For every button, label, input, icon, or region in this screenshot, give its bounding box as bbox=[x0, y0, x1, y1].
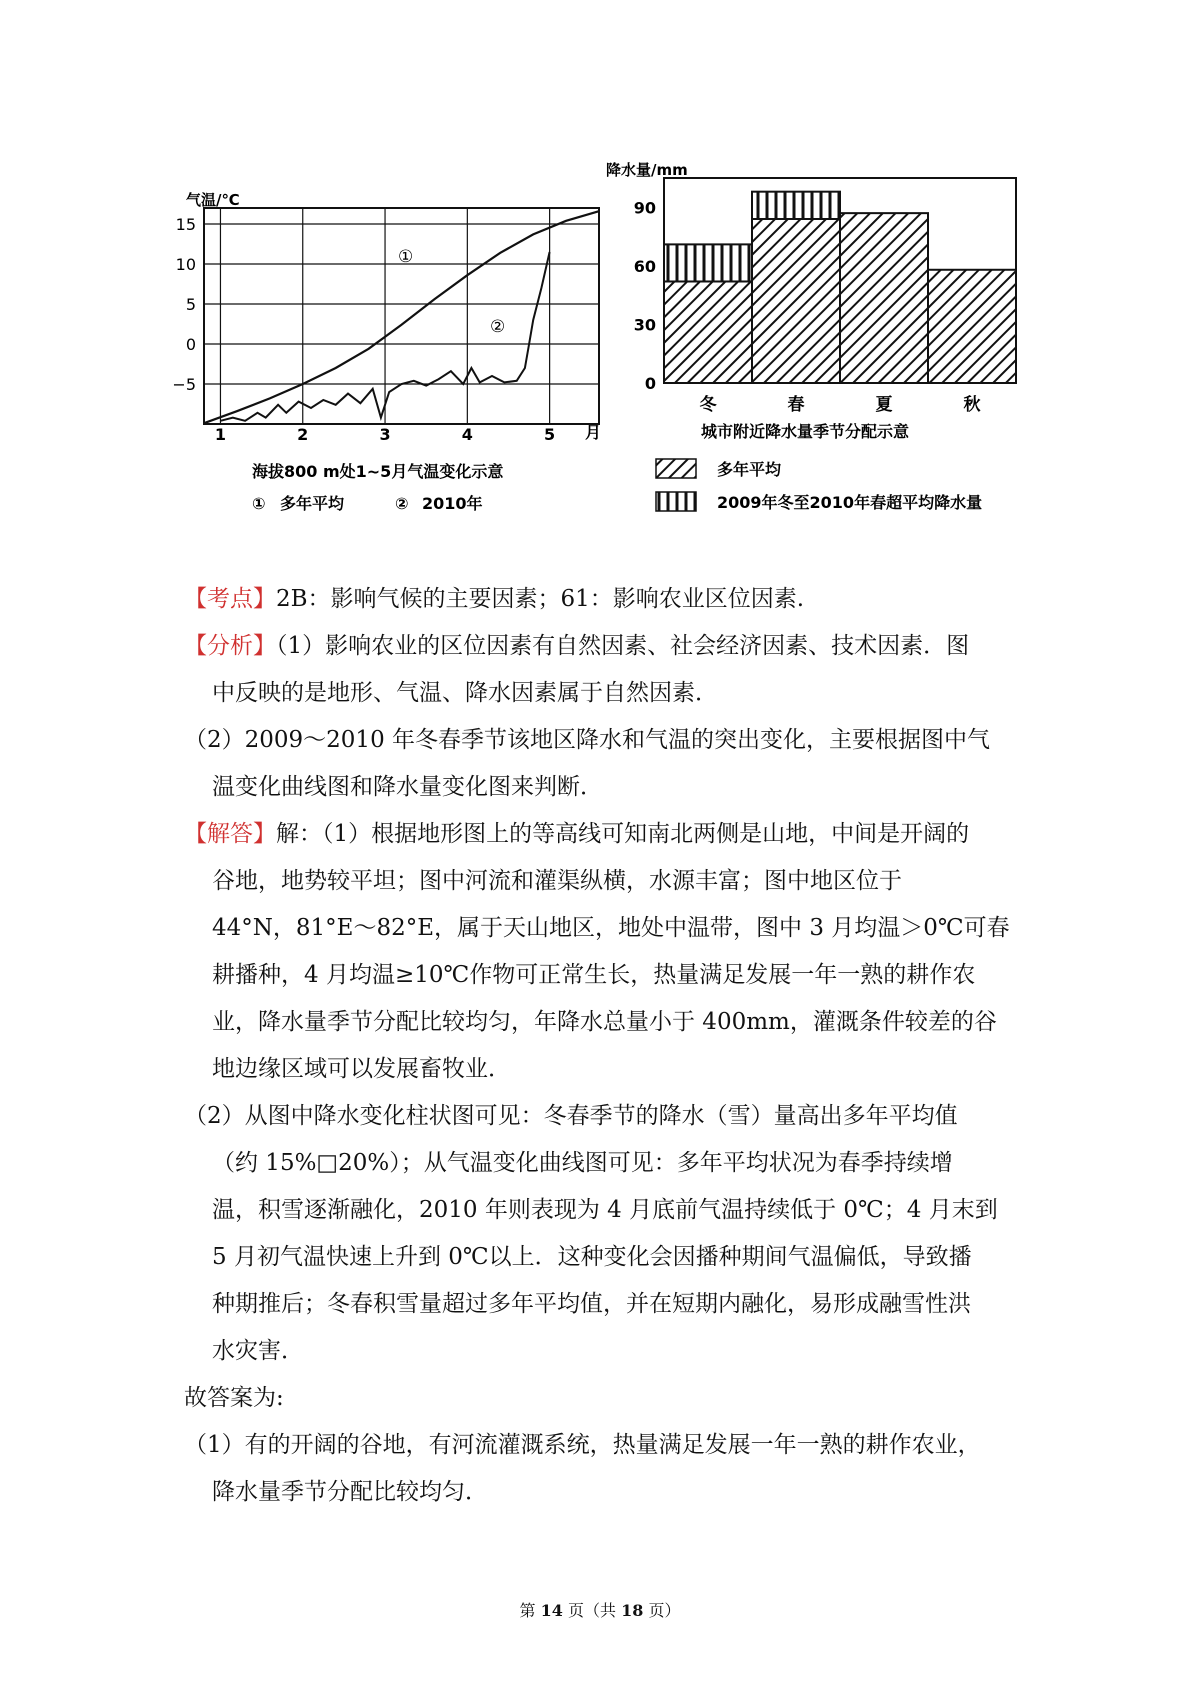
temperature-chart-caption: 海拔800 m处1~5月气温变化示意 bbox=[252, 462, 504, 481]
temperature-legend-marker-2: ② bbox=[395, 494, 409, 513]
precip-x-tick-label: 春 bbox=[787, 395, 805, 415]
temperature-legend-label-1: 多年平均 bbox=[280, 494, 345, 513]
answer-line-2: 降水量季节分配比较均匀． bbox=[212, 1479, 488, 1505]
jieda-line-8: （约 15%□20%）；从气温变化曲线图可见：多年平均状况为春季持续增 bbox=[212, 1150, 953, 1176]
temp-y-tick-label: 15 bbox=[175, 215, 196, 234]
precip-chart-ylabel: 降水量/mm bbox=[606, 161, 688, 179]
temp-x-tick-label: 1 bbox=[214, 425, 227, 444]
precip-chart-y-ticks bbox=[634, 198, 656, 393]
temp-x-tick-label: 5 bbox=[544, 425, 556, 444]
precip-chart-bars bbox=[664, 192, 1016, 383]
temperature-legend-marker-1: ① bbox=[252, 494, 266, 513]
footer-suffix: 页） bbox=[643, 1601, 681, 1620]
answer-intro: 故答案为: bbox=[184, 1385, 284, 1411]
jieda-line-6: 地边缘区域可以发展畜牧业． bbox=[212, 1056, 511, 1082]
precip-bar-average bbox=[928, 270, 1016, 383]
precipitation-chart bbox=[606, 161, 1016, 512]
page-footer bbox=[0, 1598, 1200, 1621]
jieda-tag: 【解答】 bbox=[184, 821, 276, 847]
precip-bar-excess bbox=[752, 192, 840, 219]
fenxi-text-1: （1）影响农业的区位因素有自然因素、社会经济因素、技术因素．图 bbox=[276, 633, 970, 659]
fenxi-tag: 【分析】 bbox=[184, 633, 276, 659]
figures-area bbox=[0, 0, 1200, 540]
fenxi-line-3: （2）2009～2010 年冬春季节该地区降水和气温的突出变化，主要根据图中气 bbox=[184, 727, 991, 753]
fenxi-line-2: 中反映的是地形、气温、降水因素属于自然因素． bbox=[212, 680, 718, 706]
precip-y-tick-label: 90 bbox=[633, 198, 656, 218]
jieda-line-11: 种期推后；冬春积雪量超过多年平均值，并在短期内融化，易形成融雪性洪 bbox=[212, 1291, 971, 1317]
temperature-legend-label-2: 2010年 bbox=[422, 494, 483, 513]
jieda-line-1 bbox=[184, 811, 969, 858]
temp-y-tick-label: −5 bbox=[172, 375, 196, 394]
precip-y-tick-label: 30 bbox=[633, 315, 656, 335]
precip-bar-average bbox=[840, 213, 928, 383]
temperature-chart-y-ticks bbox=[172, 215, 196, 394]
precip-chart-caption: 城市附近降水量季节分配示意 bbox=[701, 422, 910, 441]
precip-y-tick-label: 0 bbox=[644, 374, 656, 393]
kaodian-tag: 【考点】 bbox=[184, 586, 276, 612]
temp-x-tick-label: 2 bbox=[297, 425, 309, 444]
temp-y-tick-label: 10 bbox=[175, 255, 196, 274]
jieda-line-2: 谷地，地势较平坦；图中河流和灌渠纵横，水源丰富；图中地区位于 bbox=[212, 868, 902, 894]
temp-y-tick-label: 0 bbox=[185, 335, 196, 354]
kaodian-body: 2B：影响气候的主要因素；61：影响农业区位因素. bbox=[276, 586, 805, 612]
fenxi-line-4: 温变化曲线图和降水量变化图来判断． bbox=[212, 774, 603, 800]
precip-legend-label-average: 多年平均 bbox=[717, 460, 782, 479]
precip-bar-average bbox=[752, 219, 840, 383]
footer-middle: 页（共 bbox=[562, 1601, 622, 1620]
precip-legend-label-excess: 2009年冬至2010年春超平均降水量 bbox=[717, 493, 983, 512]
curve-marker-1: ① bbox=[398, 247, 414, 267]
temperature-chart-grid bbox=[204, 208, 599, 424]
jieda-line-5: 业，降水量季节分配比较均匀，年降水总量小于 400mm，灌溉条件较差的谷 bbox=[212, 1009, 997, 1035]
kaodian-line bbox=[184, 576, 804, 623]
temperature-series-average-line bbox=[204, 211, 599, 423]
jieda-line-9: 温，积雪逐渐融化，2010 年则表现为 4 月底前气温持续低于 0℃；4 月末到 bbox=[212, 1197, 998, 1223]
answer-line-1: （1）有的开阔的谷地，有河流灌溉系统，热量满足发展一年一熟的耕作农业， bbox=[184, 1432, 981, 1458]
precip-y-tick-label: 60 bbox=[633, 256, 656, 276]
temp-x-tick-label: 3 bbox=[379, 425, 391, 444]
precip-x-tick-label: 夏 bbox=[875, 395, 893, 415]
temp-x-tick-label: 4 bbox=[461, 425, 473, 444]
footer-page-number: 14 bbox=[540, 1601, 563, 1620]
footer-prefix: 第 bbox=[519, 1601, 541, 1620]
curve-marker-2: ② bbox=[490, 317, 506, 337]
precip-bar-average bbox=[664, 281, 752, 383]
temperature-chart-frame bbox=[204, 208, 599, 424]
temperature-chart bbox=[172, 191, 601, 513]
jieda-text-1: 解：（1）根据地形图上的等高线可知南北两侧是山地，中间是开阔的 bbox=[276, 821, 970, 847]
jieda-line-7: （2）从图中降水变化柱状图可见：冬春季节的降水（雪）量高出多年平均值 bbox=[184, 1103, 958, 1129]
jieda-line-4: 耕播种，4 月均温≥10℃作物可正常生长，热量满足发展一年一熟的耕作农 bbox=[212, 962, 976, 988]
precip-legend-swatch-excess bbox=[656, 492, 696, 511]
precip-x-tick-label: 秋 bbox=[963, 395, 981, 415]
fenxi-line-1 bbox=[184, 623, 969, 670]
temperature-chart-month-unit: 月 bbox=[585, 423, 602, 442]
jieda-line-12: 水灾害． bbox=[212, 1338, 304, 1364]
precip-x-tick-label: 冬 bbox=[699, 395, 717, 415]
jieda-line-10: 5 月初气温快速上升到 0℃以上．这种变化会因播种期间气温偏低，导致播 bbox=[212, 1244, 972, 1270]
precip-chart-x-ticks bbox=[700, 394, 981, 415]
temperature-chart-x-ticks bbox=[215, 425, 555, 444]
jieda-line-3: 44°N，81°E～82°E，属于天山地区，地处中温带，图中 3 月均温＞0℃可春 bbox=[212, 915, 1010, 941]
footer-total-pages: 18 bbox=[621, 1601, 644, 1620]
precip-bar-excess bbox=[664, 244, 752, 281]
temperature-chart-ylabel: 气温/℃ bbox=[186, 191, 240, 209]
temp-y-tick-label: 5 bbox=[185, 295, 196, 314]
precip-legend-swatch-average bbox=[656, 459, 696, 478]
